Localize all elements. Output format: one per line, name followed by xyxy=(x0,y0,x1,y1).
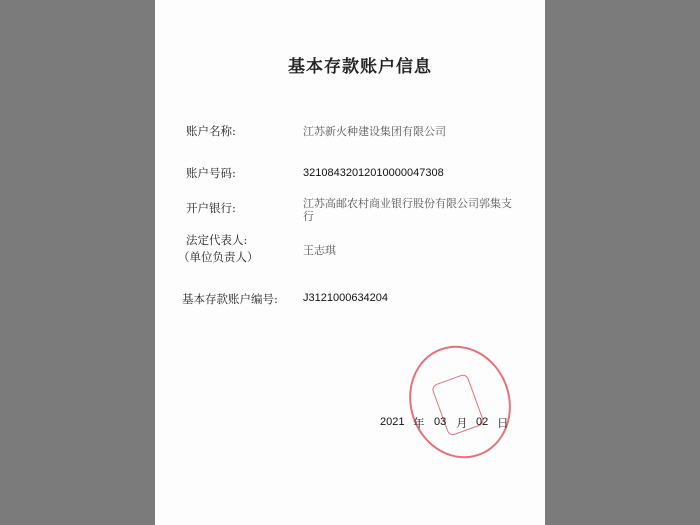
page-title: 基本存款账户信息 xyxy=(288,57,432,77)
legal-rep: 王志琪 xyxy=(303,244,336,257)
date-day: 02 xyxy=(476,416,489,428)
basic-account-no: J3121000634204 xyxy=(303,292,389,304)
date-year: 2021 xyxy=(380,416,405,428)
date-year-unit: 年 xyxy=(413,416,425,430)
date-month: 03 xyxy=(434,416,447,428)
legal-rep-label: 法定代表人: xyxy=(186,233,248,247)
date-month-unit: 月 xyxy=(456,416,468,430)
account-number-label: 账户号码: xyxy=(186,166,236,180)
bank-name-line1: 江苏高邮农村商业银行股份有限公司郭集支 xyxy=(303,197,512,210)
legal-rep-sub-label: （单位负责人） xyxy=(178,250,259,264)
account-name: 江苏新火种建设集团有限公司 xyxy=(303,125,446,138)
bank-label: 开户银行: xyxy=(186,201,236,215)
basic-account-no-label: 基本存款账户编号: xyxy=(182,292,278,306)
account-name-label: 账户名称: xyxy=(186,124,236,138)
bank-name-line2: 行 xyxy=(303,210,314,223)
account-number: 32108432012010000047308 xyxy=(303,167,444,179)
date-day-unit: 日 xyxy=(497,416,509,430)
